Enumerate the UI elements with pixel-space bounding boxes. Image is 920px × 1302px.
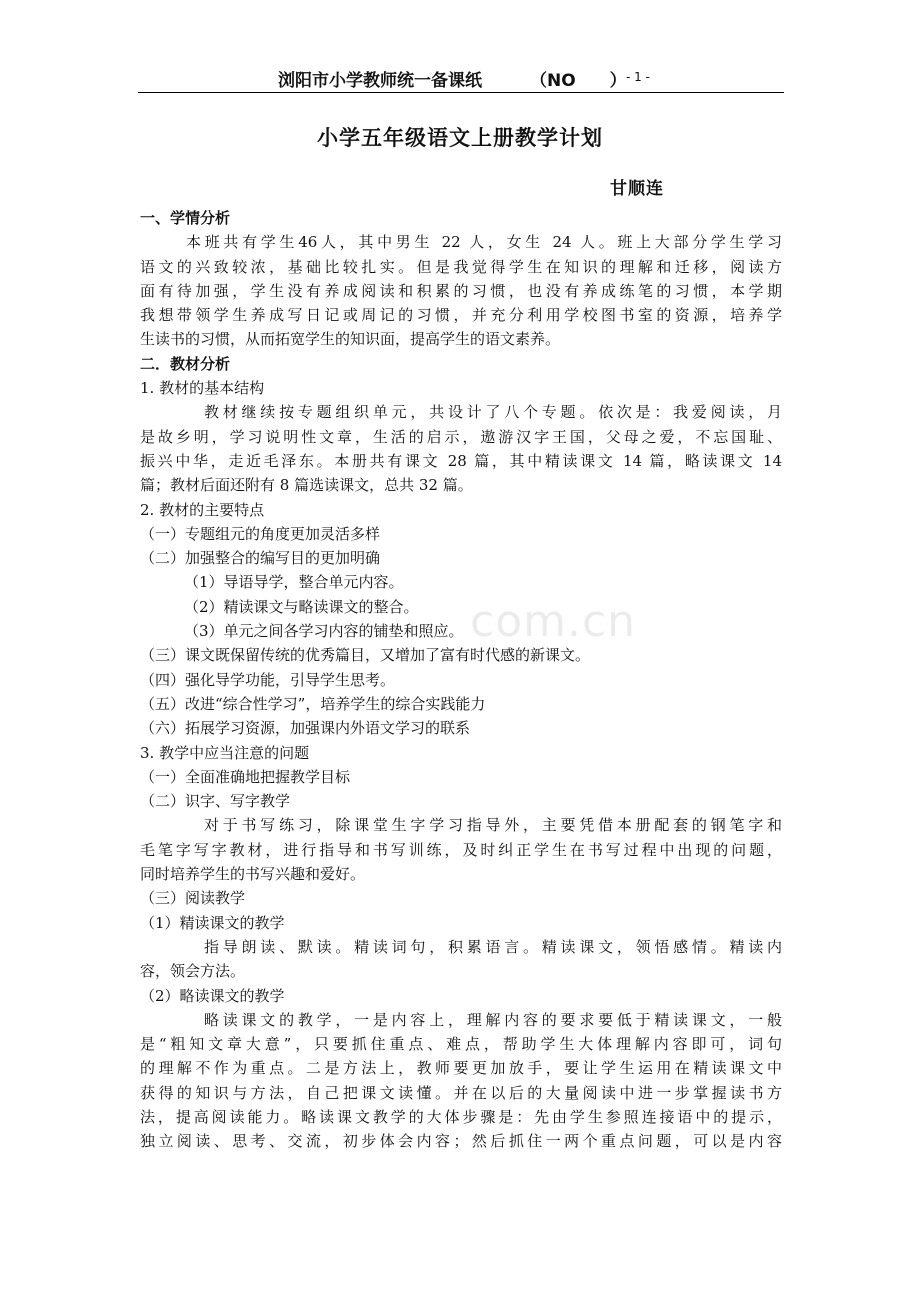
document-title: 小学五年级语文上册教学计划 [317, 126, 603, 150]
list-item: （2）精读课文与略读课文的整合。 [184, 597, 419, 616]
paragraph-line: 容，领会方法。 [140, 962, 246, 981]
author-name: 甘顺连 [610, 179, 664, 199]
paragraph-line: 指导朗读、默读。精读词句，积累语言。精读课文，领悟感情。精读内 [204, 937, 782, 956]
paragraph-line: 振兴中华，走近毛泽东。本册共有课文 28 篇，其中精读课文 14 篇，略读课文 14 [140, 451, 782, 470]
paragraph-line: 略读课文的教学，一是内容上，理解内容的要求要低于精读课文，一般 [204, 1010, 782, 1029]
paragraph-line: 是故乡明，学习说明性文章，生活的启示，遨游汉字王国，父母之爱，不忘国耻、 [140, 427, 782, 446]
list-item: （三）课文既保留传统的优秀篇目，又增加了富有时代感的新课文。 [140, 646, 591, 665]
subsection-heading: 1. 教材的基本结构 [140, 379, 265, 398]
paragraph-line: 本班共有学生46人，其中男生 22 人，女生 24 人。班上大部分学生学习 [186, 233, 782, 252]
document-body [140, 206, 782, 1154]
subsection-heading: 2. 教材的主要特点 [140, 500, 265, 519]
list-item: （3）单元之间各学习内容的铺垫和照应。 [184, 622, 464, 641]
header-number: （NO ） [530, 71, 627, 91]
list-item: （一）全面准确地把握教学目标 [140, 767, 351, 786]
paragraph-line: 对于书写练习，除课堂生字学习指导外，主要凭借本册配套的钢笔字和 [204, 816, 782, 835]
paragraph-line: 毛笔字写字教材，进行指导和书写训练，及时纠正学生在书写过程中出现的问题， [140, 840, 782, 859]
list-item: （1）精读课文的教学 [140, 913, 285, 932]
paragraph-line: 教材继续按专题组织单元，共设计了八个专题。依次是：我爱阅读，月 [204, 403, 782, 422]
paragraph-line: 独立阅读、思考、交流，初步体会内容；然后抓住一两个重点问题，可以是内容 [140, 1132, 782, 1151]
paragraph-line: 同时培养学生的书写兴趣和爱好。 [140, 865, 366, 884]
list-item: （1）导语导学，整合单元内容。 [184, 573, 404, 592]
paragraph-line: 面有待加强，学生没有养成阅读和积累的习惯，也没有养成练笔的习惯，本学期 [140, 281, 782, 300]
list-item: （六）拓展学习资源，加强课内外语文学习的联系 [140, 719, 471, 738]
paragraph-line: 的理解不作为重点。二是方法上，教师要更加放手，要让学生运用在精读课文中 [140, 1059, 782, 1078]
paragraph-line: 法，提高阅读能力。略读课文教学的大体步骤是：先由学生参照连接语中的提示， [140, 1107, 782, 1126]
page-header [138, 64, 784, 93]
paragraph-line: 获得的知识与方法，自己把课文读懂。并在以后的大量阅读中进一步掌握读书方 [140, 1083, 782, 1102]
list-item: （四）强化导学功能，引导学生思考。 [140, 670, 396, 689]
paragraph-line: 生读书的习惯，从而拓宽学生的知识面，提高学生的语文素养。 [140, 330, 561, 349]
paragraph-line: 是“粗知文章大意”，只要抓住重点、难点，帮助学生大体理解内容即可，词句 [140, 1035, 782, 1054]
list-item: （五）改进“综合性学习”，培养学生的综合实践能力 [140, 694, 486, 713]
header-title: 浏阳市小学教师统一备课纸 [278, 71, 482, 91]
section-heading: 一、学情分析 [140, 209, 231, 227]
subsection-heading: 3. 教学中应当注意的问题 [140, 743, 310, 762]
list-item: （二）识字、写字教学 [140, 792, 291, 811]
list-item: （2）略读课文的教学 [140, 986, 285, 1005]
header-page-number: - 1 - [626, 70, 650, 84]
section-heading: 二．教材分析 [140, 354, 231, 373]
watermark: com.cn [470, 596, 637, 647]
list-item: （三）阅读教学 [140, 889, 246, 908]
list-item: （一）专题组元的角度更加灵活多样 [140, 524, 381, 543]
list-item: （二）加强整合的编写目的更加明确 [140, 549, 381, 568]
paragraph-line: 我想带领学生养成写日记或周记的习惯，并充分利用学校图书室的资源，培养学 [140, 306, 782, 325]
paragraph-line: 语文的兴致较浓，基础比较扎实。但是我觉得学生在知识的理解和迁移，阅读方 [140, 257, 782, 276]
paragraph-line: 篇；教材后面还附有 8 篇选读课文，总共 32 篇。 [140, 476, 473, 495]
